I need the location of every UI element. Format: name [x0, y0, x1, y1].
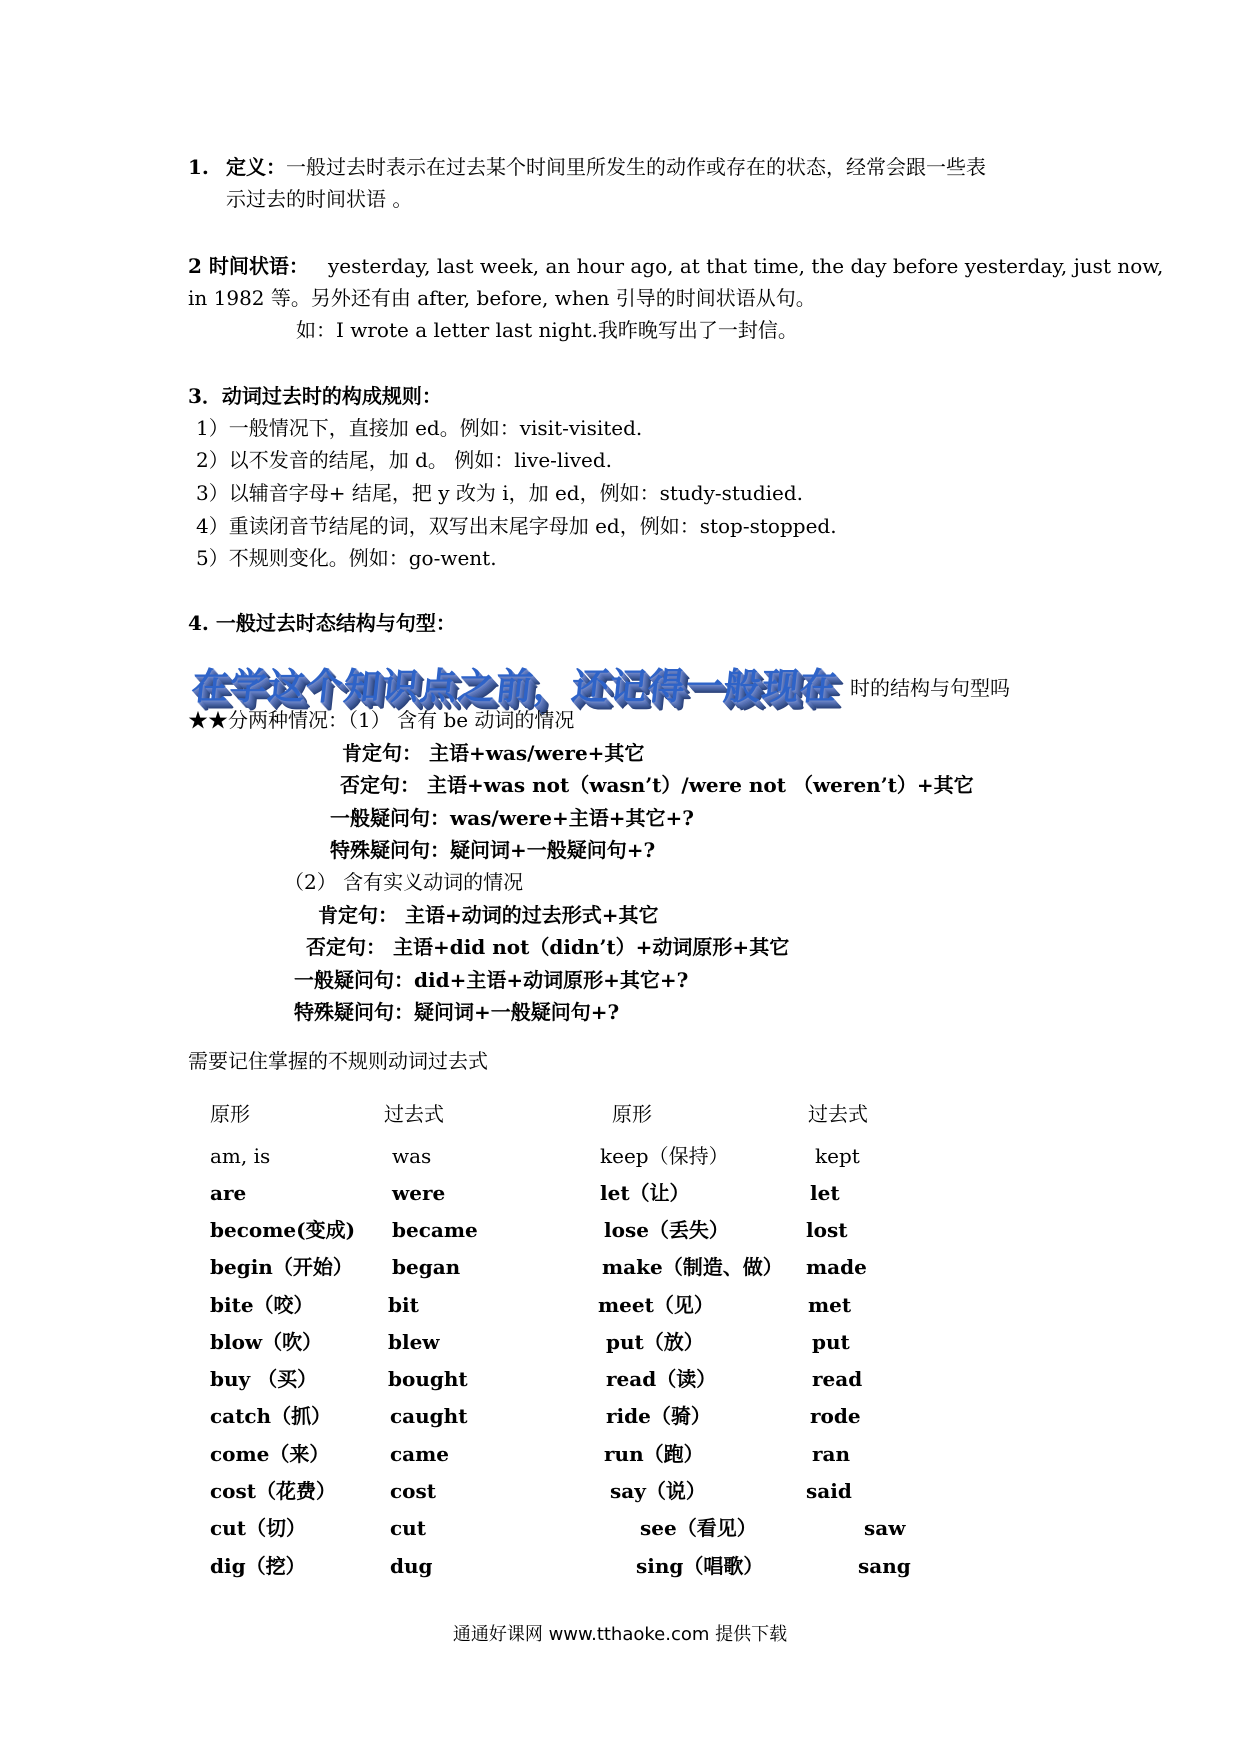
table-cell: ran: [812, 1442, 851, 1466]
table-cell: are: [210, 1181, 247, 1205]
section1-label: 定义：: [226, 155, 286, 179]
section2-text2: in 1982 等。另外还有由 after, before, when 引导的时间状语从句。: [188, 286, 816, 310]
table-cell: read（读）: [606, 1367, 717, 1391]
table-cell: sang: [858, 1554, 911, 1578]
table-cell: kept: [815, 1144, 860, 1168]
table-cell: let（让）: [600, 1181, 690, 1205]
verb-special-question: 特殊疑问句：疑问词+一般疑问句+?: [294, 1000, 620, 1024]
table-cell: dug: [390, 1554, 433, 1578]
table-cell: let: [810, 1181, 840, 1205]
table-cell: lost: [806, 1218, 848, 1242]
page-footer: 通通好课网 www.tthaoke.com 提供下载: [452, 1624, 788, 1645]
rule-1: 1）一般情况下，直接加 ed。例如：visit-visited.: [196, 416, 643, 440]
table-cell: bite（咬）: [210, 1293, 314, 1317]
table-cell: make（制造、做）: [602, 1255, 783, 1279]
be-affirmative: 肯定句： 主语+was/were+其它: [342, 741, 645, 765]
table-cell: said: [806, 1479, 852, 1503]
section1-number: 1.: [188, 155, 209, 179]
header-base-1: 原形: [210, 1102, 250, 1126]
be-special-question: 特殊疑问句：疑问词+一般疑问句+?: [330, 838, 656, 862]
rule-3: 3）以辅音字母+ 结尾，把 y 改为 i，加 ed，例如：study-studied.: [196, 481, 804, 505]
table-cell: met: [808, 1293, 852, 1317]
be-negative: 否定句： 主语+was not（wasn’t）/were not （weren’t）+其它: [340, 773, 974, 797]
rule-4: 4）重读闭音节结尾的词，双写出末尾字母加 ed，例如：stop-stopped.: [196, 514, 837, 538]
section1-line1: [226, 154, 986, 180]
table-cell: put（放）: [606, 1330, 704, 1354]
header-past-1: 过去式: [384, 1102, 444, 1126]
section2-label: 2 时间状语：: [188, 254, 309, 278]
table-cell: cost: [390, 1479, 437, 1503]
table-cell: saw: [864, 1516, 906, 1540]
table-cell: meet（见）: [598, 1293, 714, 1317]
case2-intro: （2） 含有实义动词的情况: [284, 870, 524, 894]
irregular-title: 需要记住掌握的不规则动词过去式: [188, 1049, 488, 1073]
table-cell: catch（抓）: [210, 1404, 332, 1428]
wordart-tail: 时的结构与句型吗: [850, 676, 1010, 700]
table-cell: blow（吹）: [210, 1330, 323, 1354]
be-general-question: 一般疑问句：was/were+主语+其它+?: [330, 806, 694, 830]
wordart-heading: 在学这个知识点之前，还记得一般现在: [189, 665, 840, 708]
table-cell: ride（骑）: [606, 1404, 711, 1428]
section3-title: 3．动词过去时的构成规则：: [188, 384, 442, 408]
table-cell: become(变成): [210, 1218, 356, 1242]
table-cell: were: [392, 1181, 446, 1205]
section1-text1: 一般过去时表示在过去某个时间里所发生的动作或存在的状态，经常会跟一些表: [286, 155, 986, 179]
table-cell: blew: [388, 1330, 440, 1354]
table-cell: begin（开始）: [210, 1255, 353, 1279]
verb-general-question: 一般疑问句：did+主语+动词原形+其它+?: [294, 968, 689, 992]
verb-affirmative: 肯定句： 主语+动词的过去形式+其它: [318, 903, 659, 927]
section2-text1: yesterday, last week, an hour ago, at that time, the day before yesterday, just now,: [327, 254, 1164, 278]
table-cell: caught: [390, 1404, 468, 1428]
table-cell: bit: [388, 1293, 419, 1317]
table-cell: sing（唱歌）: [636, 1554, 764, 1578]
header-past-2: 过去式: [808, 1102, 868, 1126]
case1-intro: ★★分两种情况：（1） 含有 be 动词的情况: [188, 708, 575, 732]
section1-text2: 示过去的时间状语 。: [226, 187, 413, 211]
rule-5: 5）不规则变化。例如：go-went.: [196, 546, 497, 570]
section2-example: 如：I wrote a letter last night.我昨晚写出了一封信。: [296, 318, 798, 342]
table-cell: began: [392, 1255, 461, 1279]
section2-line1: [188, 253, 1163, 279]
table-cell: buy （买）: [210, 1367, 318, 1391]
table-cell: run（跑）: [604, 1442, 704, 1466]
table-cell: keep（保持）: [600, 1144, 729, 1168]
table-cell: see（看见）: [640, 1516, 757, 1540]
table-cell: was: [392, 1144, 432, 1168]
table-cell: made: [806, 1255, 867, 1279]
section4-title: 4. 一般过去时态结构与句型：: [188, 611, 456, 635]
table-cell: became: [392, 1218, 478, 1242]
table-cell: bought: [388, 1367, 468, 1391]
verb-negative: 否定句： 主语+did not（didn’t）+动词原形+其它: [306, 935, 790, 959]
table-cell: cost（花费）: [210, 1479, 337, 1503]
table-cell: say（说）: [610, 1479, 706, 1503]
rule-2: 2）以不发音的结尾，加 d。 例如：live-lived.: [196, 448, 613, 472]
table-cell: put: [812, 1330, 850, 1354]
table-cell: cut: [390, 1516, 426, 1540]
table-cell: lose（丢失）: [604, 1218, 729, 1242]
table-cell: read: [812, 1367, 863, 1391]
table-cell: am, is: [210, 1144, 271, 1168]
table-cell: cut（切）: [210, 1516, 306, 1540]
table-cell: dig（挖）: [210, 1554, 306, 1578]
header-base-2: 原形: [612, 1102, 652, 1126]
table-cell: rode: [810, 1404, 861, 1428]
table-cell: come（来）: [210, 1442, 330, 1466]
table-cell: came: [390, 1442, 450, 1466]
